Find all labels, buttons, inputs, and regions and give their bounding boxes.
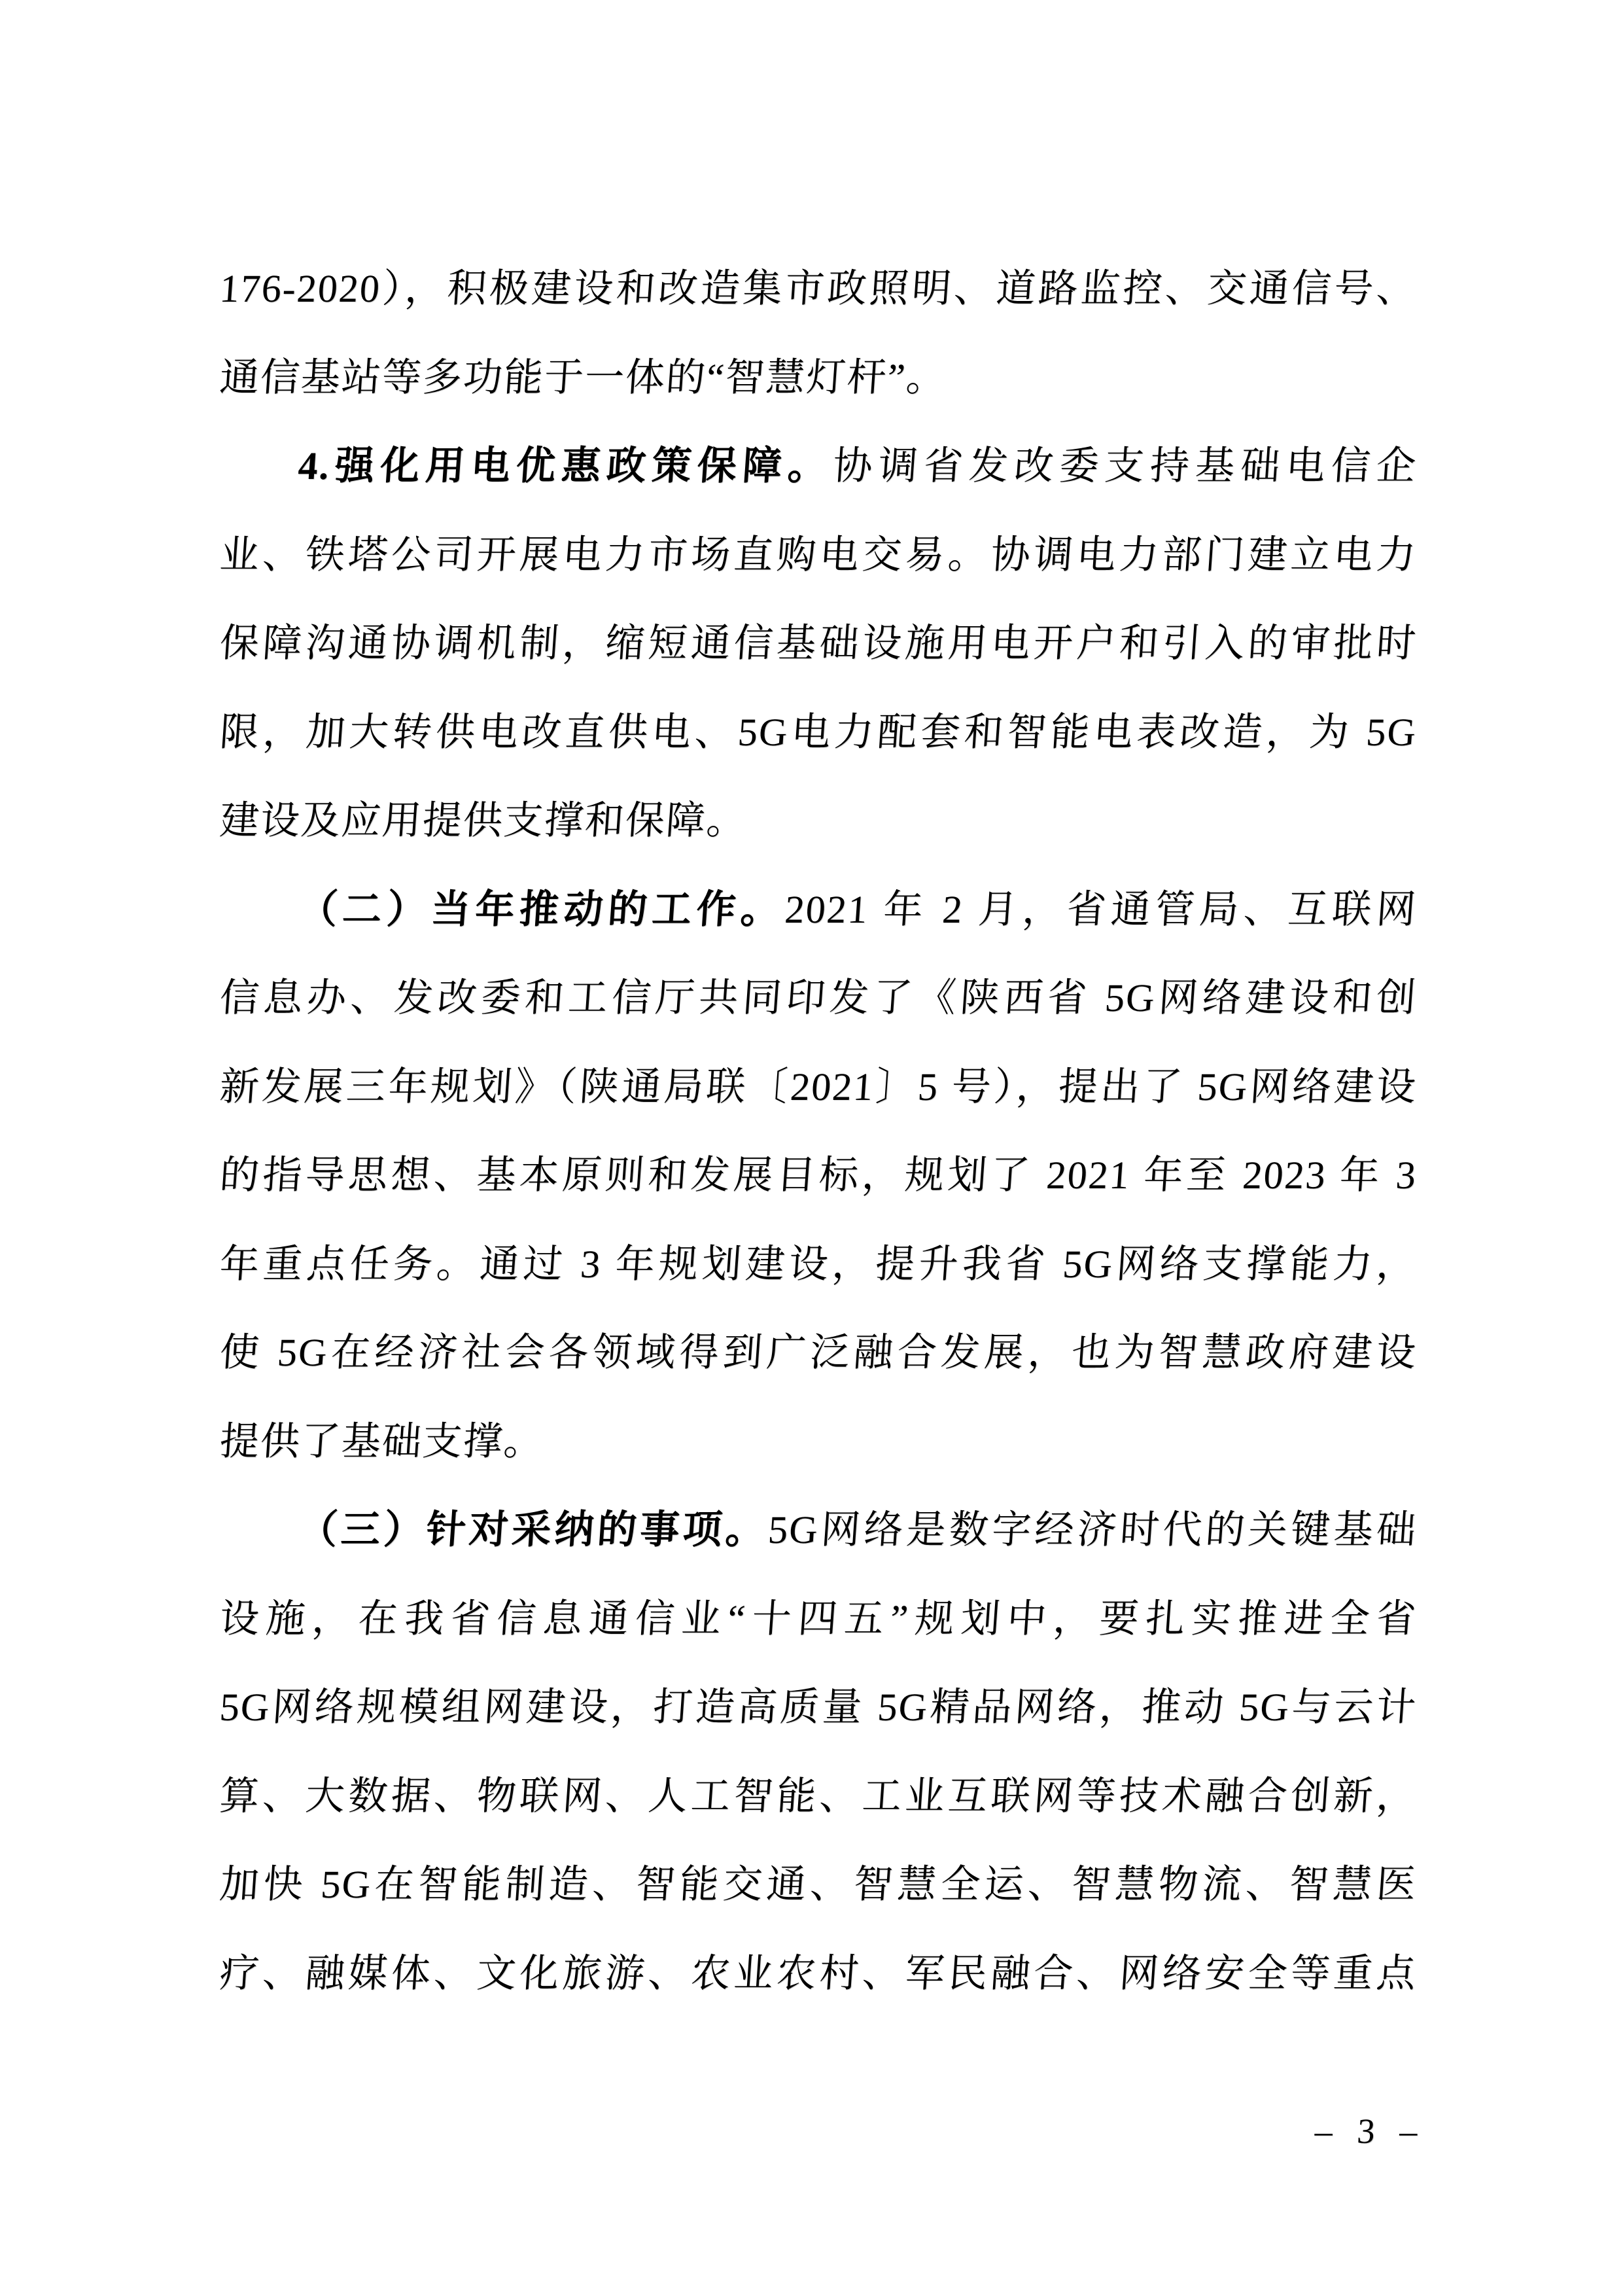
text-segment-normal: 使 5G在经济社会各领域得到广泛融合发展，也为智慧政府建设 bbox=[218, 1331, 1419, 1374]
text-line bbox=[217, 688, 1420, 777]
text-segment-normal: 建设及应用提供支撑和保障。 bbox=[218, 799, 749, 842]
text-line bbox=[217, 1663, 1420, 1752]
text-line bbox=[217, 1575, 1420, 1664]
text-segment-bold: 4.强化用电优惠政策保障。 bbox=[296, 444, 835, 487]
body-text bbox=[220, 245, 1417, 2018]
text-line bbox=[217, 1043, 1420, 1132]
text-line bbox=[217, 511, 1420, 600]
text-segment-normal: 限，加大转供电改直供电、5G电力配套和智能电表改造，为 5G bbox=[218, 710, 1419, 754]
text-line bbox=[217, 334, 1420, 423]
text-line bbox=[217, 599, 1420, 688]
text-segment-normal: 新发展三年规划》（陕通局联〔2021〕5 号），提出了 5G网络建设 bbox=[218, 1065, 1419, 1108]
text-line bbox=[217, 954, 1420, 1043]
text-line bbox=[217, 1309, 1420, 1398]
text-line bbox=[217, 1398, 1420, 1487]
text-line bbox=[217, 866, 1420, 955]
text-segment-normal: 2021 年 2 月，省通管局、互联网 bbox=[783, 887, 1419, 931]
text-segment-normal: 5G网络是数字经济时代的关键基础 bbox=[767, 1508, 1419, 1551]
text-segment-normal: 5G网络规模组网建设，打造高质量 5G精品网络，推动 5G与云计 bbox=[218, 1686, 1419, 1729]
text-line bbox=[217, 777, 1420, 866]
text-line bbox=[217, 422, 1420, 511]
text-line bbox=[217, 1752, 1420, 1841]
page-number: – 3 – bbox=[1313, 2111, 1419, 2151]
text-segment-normal: 加快 5G在智能制造、智能交通、智慧全运、智慧物流、智慧医 bbox=[218, 1863, 1419, 1906]
text-line bbox=[217, 1131, 1420, 1220]
text-segment-normal: 提供了基础支撑。 bbox=[218, 1419, 546, 1463]
text-segment-normal: 年重点任务。通过 3 年规划建设，提升我省 5G网络支撑能力， bbox=[218, 1242, 1419, 1286]
text-line bbox=[217, 1841, 1420, 1930]
text-segment-normal: 176-2020），积极建设和改造集市政照明、道路监控、交通信号、 bbox=[218, 267, 1419, 310]
text-segment-normal: 信息办、发改委和工信厅共同印发了《陕西省 5G网络建设和创 bbox=[218, 976, 1419, 1019]
text-segment-normal: 疗、融媒体、文化旅游、农业农村、军民融合、网络安全等重点 bbox=[218, 1951, 1419, 1995]
text-segment-normal: 算、大数据、物联网、人工智能、工业互联网等技术融合创新， bbox=[218, 1774, 1419, 1818]
text-line bbox=[217, 245, 1420, 334]
text-line bbox=[217, 1930, 1420, 2019]
text-segment-normal: 通信基站等多功能于一体的“智慧灯杆”。 bbox=[218, 355, 949, 399]
text-segment-normal: 的指导思想、基本原则和发展目标，规划了 2021 年至 2023 年 3 bbox=[218, 1154, 1419, 1197]
text-segment-kaiti: （二）当年推动的工作。 bbox=[296, 887, 787, 931]
text-segment-normal: 业、铁塔公司开展电力市场直购电交易。协调电力部门建立电力 bbox=[218, 533, 1419, 576]
text-segment-normal: 协调省发改委支持基础电信企 bbox=[831, 444, 1419, 487]
text-segment-normal: 保障沟通协调机制，缩短通信基础设施用电开户和引入的审批时 bbox=[218, 622, 1419, 665]
text-segment-kaiti: （三）针对采纳的事项。 bbox=[296, 1508, 770, 1551]
text-line bbox=[217, 1486, 1420, 1575]
text-line bbox=[217, 1220, 1420, 1309]
text-segment-normal: 设施，在我省信息通信业“十四五”规划中，要扎实推进全省 bbox=[218, 1597, 1419, 1640]
